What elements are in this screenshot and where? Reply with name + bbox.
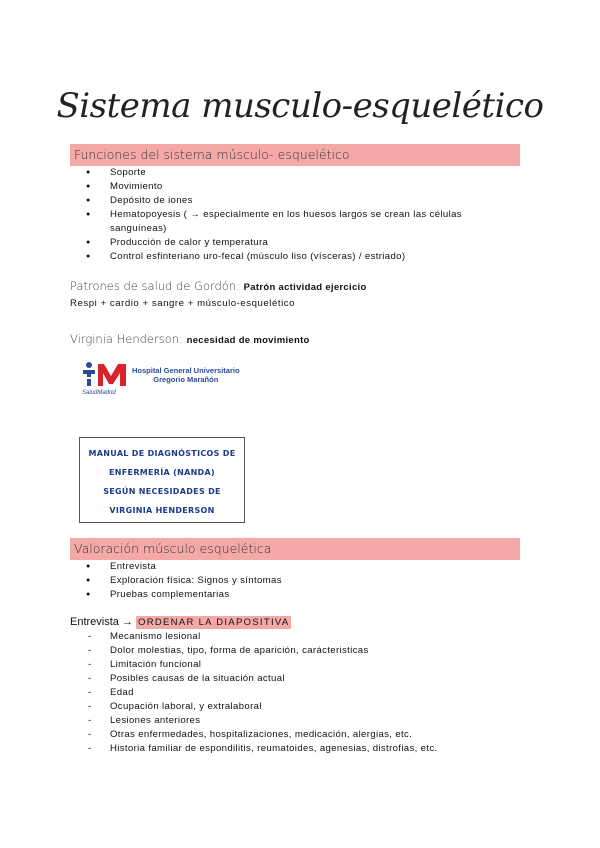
list-item: ● Movimiento: [82, 180, 512, 194]
list-item: - Otras enfermedades, hospitalizaciones, medicación, alergias, etc.: [82, 728, 512, 742]
list-item: - Lesiones anteriores: [82, 714, 512, 728]
logo-line1: Hospital General Universitario: [132, 366, 240, 375]
list-item: - Ocupación laboral, y extralaboral: [82, 700, 512, 714]
list-item: ● Depósito de iones: [82, 194, 512, 208]
list-item: ● Soporte: [82, 166, 512, 180]
manual-line: ENFERMERÍA (NANDA): [109, 468, 215, 477]
list-item: - Dolor molestias, tipo, forma de aparición, carácteristicas: [82, 644, 512, 658]
gordon-label: Patrones de salud de Gordón:: [70, 279, 241, 293]
henderson-line: [70, 332, 310, 346]
list-item: ● Entrevista: [82, 560, 512, 574]
manual-line: MANUAL DE DIAGNÓSTICOS DE: [88, 449, 236, 458]
list-item: - Edad: [82, 686, 512, 700]
list-item: - Mecanismo lesional: [82, 630, 512, 644]
list-item: - Limitación funcional: [82, 658, 512, 672]
entrevista-label: Entrevista →: [70, 616, 133, 628]
list-item: ● Exploración física: Signos y síntomas: [82, 574, 512, 588]
henderson-label: Virginia Henderson:: [70, 332, 183, 346]
list-item: ● Producción de calor y temperatura: [82, 236, 512, 250]
list-item: ● Hematopoyesis ( → especialmente en los huesos largos se crean las células sanguíneas): [82, 208, 512, 236]
logo-sub: SaludMadrid: [82, 390, 116, 396]
logo-mark-icon: [80, 360, 128, 388]
valoracion-list: [82, 560, 512, 602]
funciones-list: [82, 166, 512, 264]
gordon-line: [70, 279, 367, 293]
entrevista-tag: ORDENAR LA DIAPOSITIVA: [138, 617, 290, 628]
list-item: ● Pruebas complementarias: [82, 588, 512, 602]
manual-line: SEGÚN NECESIDADES DE: [103, 487, 221, 496]
gordon-value: Patrón actividad ejercicio: [243, 282, 367, 293]
list-item: ● Control esfinteriano uro-fecal (músculo liso (vísceras) / estriado): [82, 250, 512, 264]
logo-line2: Gregorio Marañón: [153, 375, 219, 384]
entrevista-list: [82, 630, 512, 756]
manual-box: [79, 437, 245, 523]
page-title: Sistema musculo-esquelético: [56, 86, 544, 126]
gordon-line2: Respi + cardio + sangre + músculo-esquelético: [70, 298, 295, 309]
section-heading-funciones: Funciones del sistema músculo- esquelético: [70, 144, 520, 166]
henderson-value: necesidad de movimiento: [186, 335, 310, 346]
list-item: - Historia familiar de espondilitis, reumatoides, agenesias, distrofias, etc.: [82, 742, 512, 756]
section-heading-valoracion: Valoración músculo esquelética: [70, 538, 520, 560]
entrevista-line: [70, 616, 291, 628]
logo-text: [132, 366, 240, 384]
hospital-logo: [80, 360, 245, 400]
list-item: - Posibles causas de la situación actual: [82, 672, 512, 686]
manual-line: VIRGINIA HENDERSON: [109, 506, 215, 515]
